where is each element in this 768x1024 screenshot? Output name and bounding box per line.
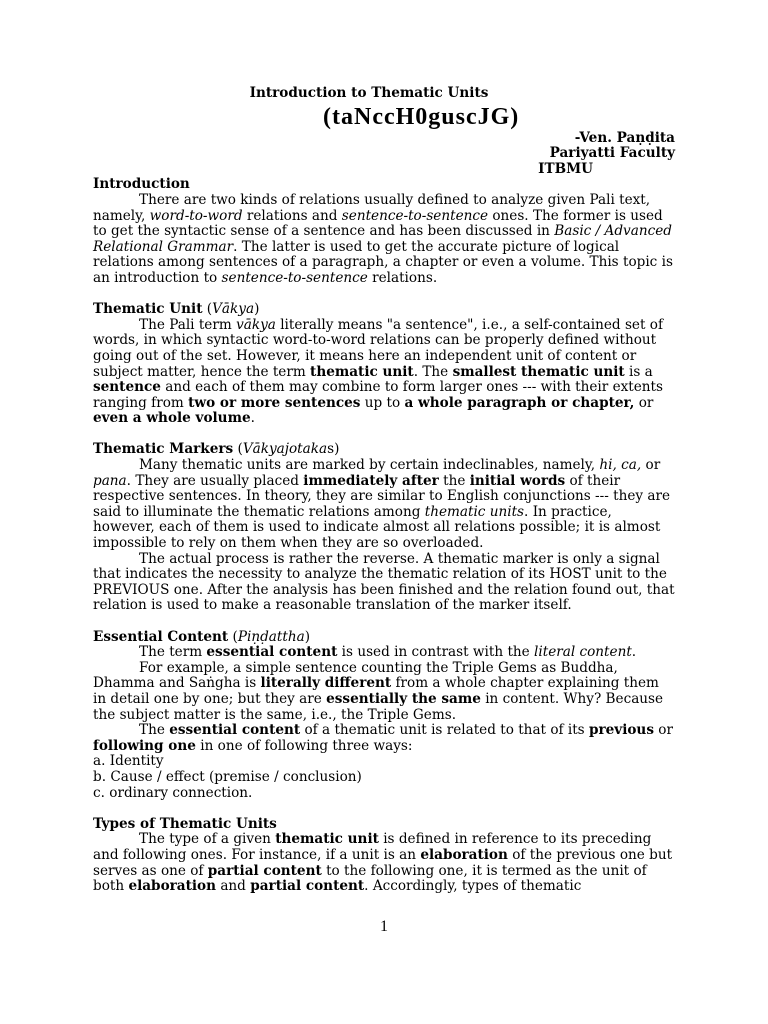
author-block — [93, 131, 675, 178]
text: . They are usually placed — [126, 472, 304, 489]
text: ( — [233, 441, 243, 458]
text: relations. — [367, 269, 438, 286]
list-item: a. Identity — [93, 753, 164, 770]
bold-text: elaboration — [128, 878, 216, 895]
text: of the previous one but serves as one of — [93, 846, 673, 879]
document-title: Introduction to Thematic Units — [249, 85, 489, 101]
bold-text: literally different — [260, 675, 392, 692]
bold-text: smallest thematic unit — [452, 363, 625, 380]
section-heading-essential-content — [93, 630, 675, 646]
document-subtitle: (taNccH0guscJG) — [323, 103, 520, 130]
author-institution: ITBMU — [538, 160, 593, 177]
text: in one of following three ways: — [195, 737, 413, 754]
bold-text: thematic unit — [275, 831, 379, 848]
text: The — [139, 722, 170, 739]
italic-text: sentence-to-sentence — [341, 207, 489, 224]
text: Many thematic units are marked by certain indeclinables, namely, — [139, 457, 600, 474]
paragraph-thematic-markers-1 — [93, 458, 675, 552]
bold-text: following one — [93, 737, 196, 754]
bold-text: partial content — [207, 862, 322, 879]
paragraph-introduction — [93, 193, 675, 287]
text: . — [250, 410, 255, 427]
text: or — [641, 457, 661, 474]
spacer — [93, 427, 675, 443]
bold-text: essentially the same — [326, 690, 481, 707]
italic-text: thematic units — [424, 503, 525, 520]
text: in content. Why? Because the subject matter is the same, i.e., the Triple Gems. — [93, 690, 664, 723]
page-number: 1 — [380, 918, 388, 935]
text: For example, a simple sentence counting the Triple Gems as Buddha, Dhamma and Saṅgha is — [93, 659, 618, 692]
italic-text: hi, ca, — [599, 457, 642, 474]
bold-text: essential content — [169, 722, 301, 739]
text: of a thematic unit is related to that of its — [300, 722, 589, 739]
italic-text: Basic / Advanced Relational Grammar — [93, 223, 672, 255]
text: from a whole chapter explaining them in detail one by one; but they are — [93, 675, 659, 707]
bold-text: essential content — [206, 644, 338, 661]
italic-text: literal content — [534, 644, 632, 661]
italic-text: sentence-to-sentence — [221, 269, 368, 286]
text: ) — [254, 301, 260, 318]
italic-text: word-to-word — [149, 207, 243, 224]
bold-text: initial words — [469, 472, 566, 489]
section-heading-thematic-markers — [93, 442, 675, 458]
text: ( — [202, 301, 213, 318]
list-item: b. Cause / effect (premise / conclusion) — [93, 768, 362, 785]
section-heading-thematic-unit — [93, 302, 675, 318]
bold-text: a whole paragraph or chapter, — [404, 394, 635, 411]
spacer — [93, 801, 675, 817]
heading-text: Thematic Markers — [93, 441, 234, 458]
text: and — [216, 878, 251, 895]
italic-text: vākya — [236, 316, 276, 333]
text: or — [653, 722, 673, 739]
heading-text: Essential Content — [93, 628, 229, 645]
text: . In practice, however, each of them is used to indicate almost all relations possible; it is almost impossible to rely on them when they are so overloaded. — [93, 503, 661, 552]
spacer — [93, 614, 675, 630]
paragraph-essential-content-2 — [93, 661, 675, 723]
italic-text: Vākya — [212, 301, 255, 318]
bold-text: sentence — [93, 379, 161, 396]
heading-text: Thematic Unit — [93, 301, 203, 318]
italic-text: Piṇḍattha — [237, 628, 305, 645]
text: relations and — [242, 207, 342, 224]
text: . The latter is used to get the accurate picture of logical relations among sentences of a paragraph, a chapter or even a volume. This topic is an introduction to — [93, 238, 673, 286]
text: up to — [360, 394, 405, 411]
paragraph-thematic-unit — [93, 318, 675, 427]
text: of their respective sentences. In theory, they are similar to English conjunctions --- they are said to illuminate the thematic relations among — [93, 472, 671, 520]
section-heading-types: Types of Thematic Units — [93, 815, 277, 832]
spacer — [93, 287, 675, 303]
text: is used in contrast with the — [337, 644, 535, 661]
text: is defined in reference to its preceding and following ones. For instance, if a unit is an — [93, 831, 652, 863]
text: and each of them may combine to form larger ones --- with their extents ranging from — [93, 379, 663, 411]
text: is a — [624, 363, 653, 380]
list-item: c. ordinary connection. — [93, 784, 253, 801]
italic-text: Vākyajotaka — [242, 441, 328, 458]
paragraph-essential-content-1 — [93, 645, 675, 661]
text: ( — [228, 628, 238, 645]
text: . Accordingly, types of thematic — [364, 878, 582, 895]
bold-text: even a whole volume — [93, 410, 251, 427]
text: The Pali term — [139, 316, 237, 333]
author-name: -Ven. Paṇḍita — [574, 129, 675, 146]
text: The type of a given — [139, 831, 276, 848]
author-faculty: Pariyatti Faculty — [549, 145, 675, 162]
text: literally means "a sentence", i.e., a self-contained set of words, in which syntactic word-to-word relations can be properly defined without going out of the set. However, it means here an independent unit of content or subject matter, hence the term — [93, 316, 663, 380]
text: . The — [413, 363, 453, 380]
document-page — [93, 86, 675, 895]
text: the — [438, 472, 470, 489]
section-heading-introduction: Introduction — [93, 176, 190, 193]
bold-text: partial content — [250, 878, 365, 895]
bold-text: elaboration — [420, 846, 508, 863]
bold-text: thematic unit — [310, 363, 414, 380]
bold-text: immediately after — [303, 472, 439, 489]
text: There are two kinds of relations usually defined to analyze given Pali text, namely, — [93, 191, 651, 224]
text: . — [631, 644, 637, 661]
paragraph-types — [93, 832, 675, 894]
text: to the following one, it is termed as the unit of both — [93, 862, 647, 895]
bold-text: two or more sentences — [188, 394, 361, 411]
paragraph-thematic-markers-2: The actual process is rather the reverse. A thematic marker is only a signal that indicates the necessity to analyze the thematic relation of its HOST unit to the PREVIOUS one. After the analysis has been finished and the relation found out, that relation is used to make a reasonable translation of the marker itself. — [93, 550, 675, 614]
text: ) — [304, 628, 310, 645]
text: The term — [139, 644, 207, 661]
text: ones. The former is used to get the syntactic sense of a sentence and has been discussed in — [93, 207, 663, 240]
bold-text: previous — [588, 722, 654, 739]
text: s) — [327, 441, 340, 458]
text: or — [634, 394, 654, 411]
italic-text: pana — [93, 472, 127, 489]
paragraph-essential-content-3 — [93, 723, 675, 754]
